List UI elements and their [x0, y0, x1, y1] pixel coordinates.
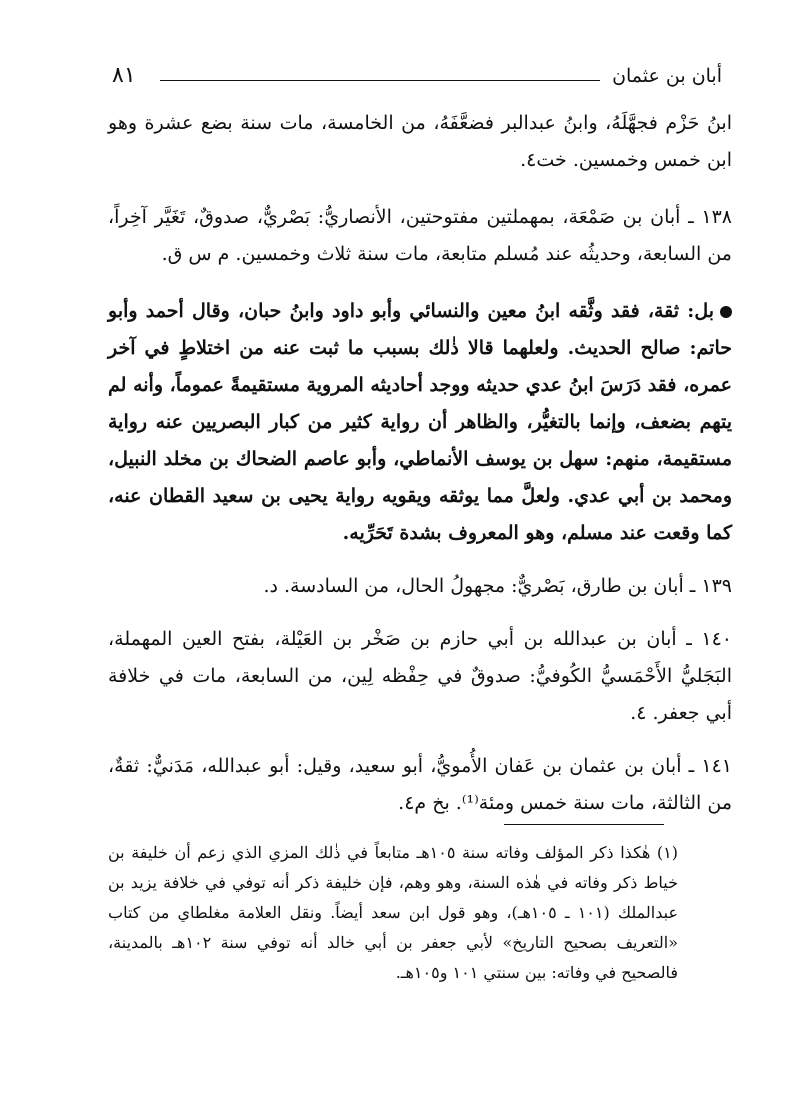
header-rule — [160, 80, 600, 81]
main-text — [108, 105, 732, 822]
entry-continuation — [108, 105, 732, 179]
footnote-1 — [108, 838, 678, 988]
entry-140 — [108, 621, 732, 732]
footnote-1-text: (١) هٰكذا ذكر المؤلف وفاته سنة ١٠٥هـ متابعاً في ذٰلك المزي الذي زعم أن خليفة بن خياط ذكر وفاته في هٰذه السنة، وهو وهم، فإن خليفة ذكر أنه توفي في خلافة يزيد بن عبدالملك (١٠١ ـ ١٠٥هـ)، وهو قول ابن سعد أيضاً. ونقل العلامة مغلطاي من كتاب «التعريف بصحيح التاريخ» لأبي جعفر بن أبي خالد أنه توفي سنة ١٠٢هـ بالمدينة، فالصحيح في وفاته: بين سنتي ١٠١ و١٠٥هـ. — [108, 843, 679, 982]
editor-note-text: بل: ثقة، فقد وثَّقه ابنُ معين والنسائي وأبو داود وابنُ حبان، وقال أحمد وأبو حاتم: صالح الحديث. ولعلهما قالا ذٰلك بسبب ما ثبت عنه من اختلاطٍ في آخر عمره، فقد دَرَسَ ابنُ عدي حديثه ووجد أحاديثه المروية مستقيمةً عموماً، وأنه لم يتهم بضعف، وإنما بالتغيُّر، والظاهر أن رواية كثير من كبار البصريين عنه رواية مستقيمة، منهم: سهل بن يوسف الأنماطي، وأبو عاصم الضحاك بن مخلد النبيل، ومحمد بن أبي عدي. ولعلَّ مما يوثقه ويقويه رواية يحيى بن سعيد القطان عنه، كما وقعت عند مسلم، وهو المعروف بشدة تَحَرِّيه. — [108, 300, 732, 544]
entry-140-text: صدوقٌ في حِفْظه لِين، من السابعة، مات في خلافة أبي جعفر. ٤. — [108, 665, 732, 724]
entry-138-heading: ١٣٨ ـ أبان بن صَمْعَة، بمهملتين مفتوحتين، الأنصاريُّ: بَصْريٌّ، — [256, 206, 733, 228]
footnote-separator — [504, 824, 664, 825]
page-number: ٨١ — [112, 63, 136, 88]
entry-141-heading: ١٤١ ـ أبان بن عثمان بن عَفان الأُمويُّ، أبو سعيد، وقيل: أبو عبدالله، مَدَنيٌّ: — [146, 755, 732, 777]
entry-138 — [108, 199, 732, 273]
entry-140-heading: ١٤٠ ـ أبان بن عبدالله بن أبي حازم بن صَخْر بن العَيْلة، بفتح العين المهملة، البَجَليُّ الأَحْمَسيُّ الكُوفيُّ: — [108, 628, 732, 687]
editor-note — [108, 293, 732, 552]
bullet-icon — [720, 306, 732, 318]
entry-141 — [108, 748, 732, 822]
footnotes — [108, 838, 678, 988]
running-header — [112, 62, 722, 102]
entry-continuation-text: ابنُ حَزْم فجهَّلَهُ، وابنُ عبدالبر فضعَّفَهُ، من الخامسة، مات سنة بضع عشرة وهو ابن خمس وخمسين. خت٤. — [108, 112, 732, 171]
entry-141-text: ثقةٌ، من الثالثة، مات سنة خمس ومئة⁽¹⁾. بخ م٤. — [108, 755, 732, 814]
entry-138-text: صدوقٌ، تَغَيَّر آخِراً، من السابعة، وحديثُه عند مُسلم متابعة، مات سنة ثلاث وخمسين. م س ق. — [108, 206, 732, 265]
running-title: أبان بن عثمان — [612, 65, 722, 87]
entry-139 — [108, 568, 732, 605]
entry-139-text: ١٣٩ ـ أبان بن طارق، بَصْريٌّ: مجهولُ الحال، من السادسة. د. — [263, 575, 732, 597]
